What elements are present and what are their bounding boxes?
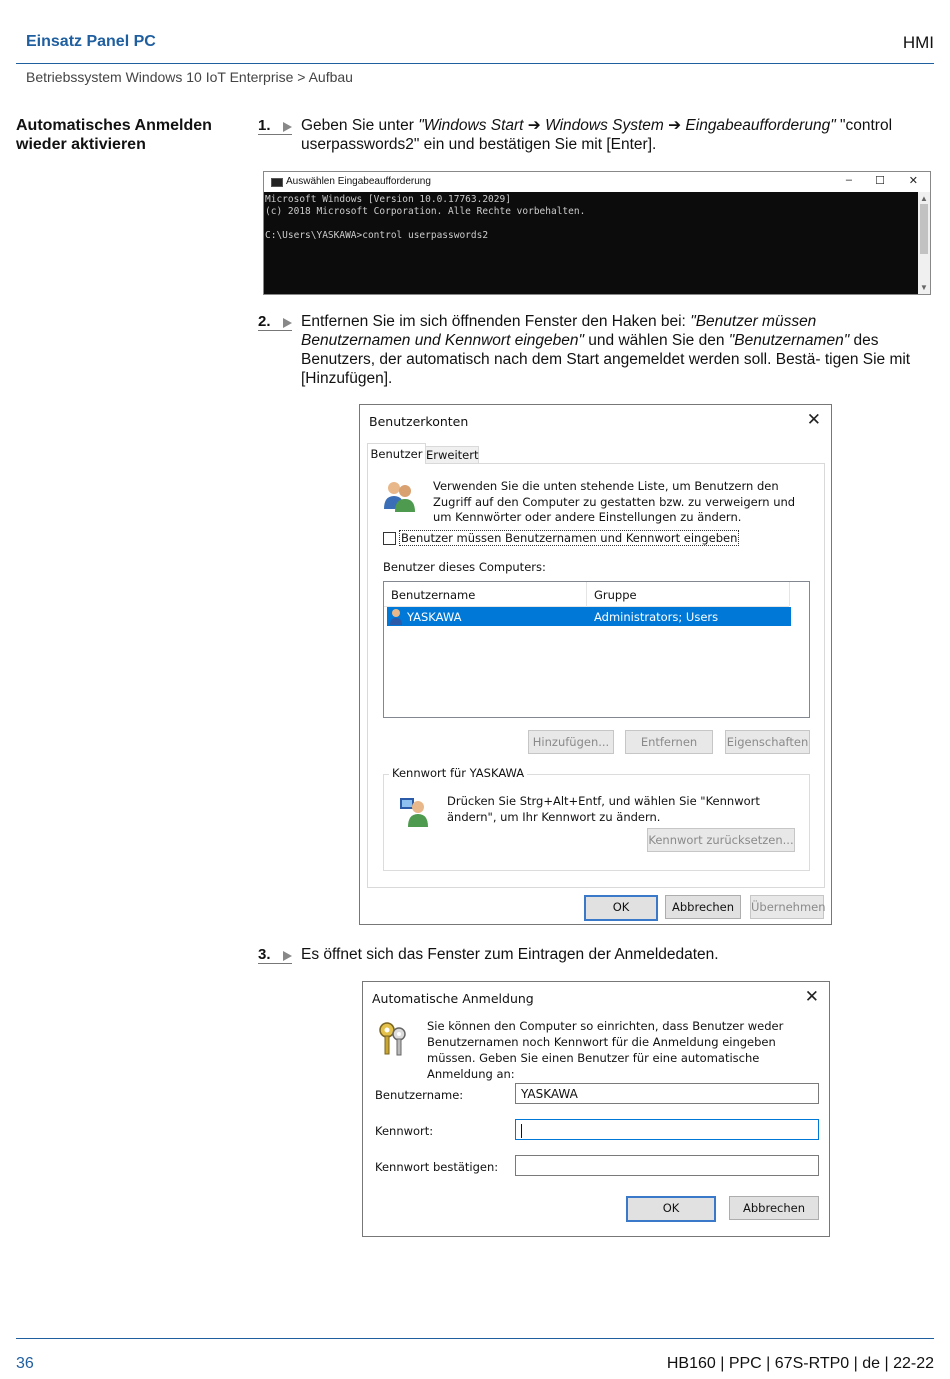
text-cursor: [521, 1124, 522, 1138]
confirm-password-field[interactable]: [515, 1155, 819, 1176]
console-output: Microsoft Windows [Version 10.0.17763.2029] (c) 2018 Microsoft Corporation. Alle Rechte vorbehalten. C:\Users\YASKAWA>control userpasswords2: [265, 194, 586, 241]
row-group: Administrators; Users: [594, 610, 719, 624]
username-field[interactable]: YASKAWA: [515, 1083, 819, 1104]
ok-button[interactable]: OK: [626, 1196, 716, 1222]
close-icon[interactable]: ✕: [908, 175, 918, 187]
step-3-number: 3.: [258, 946, 296, 964]
properties-button[interactable]: Eigenschaften: [725, 730, 810, 754]
scroll-thumb[interactable]: [920, 204, 928, 254]
close-icon[interactable]: ✕: [804, 987, 819, 1007]
header-divider: [16, 63, 934, 64]
dialog-title: Benutzerkonten: [369, 414, 469, 429]
col-benutzername[interactable]: Benutzername: [391, 588, 476, 602]
section-heading: Automatisches Anmelden wieder aktivieren: [16, 117, 212, 153]
step-1-text: Geben Sie unter "Windows Start ➔ Windows System ➔ Eingabeaufforderung" "control userpasswords2" ein und bestätigen Sie mit [Enter].: [301, 117, 893, 153]
section-label: HMI: [902, 33, 934, 52]
confirm-password-label: Kennwort bestätigen:: [375, 1160, 499, 1174]
footer-divider: [16, 1338, 934, 1339]
cmd-icon: [271, 178, 283, 187]
command-prompt-window: [263, 171, 931, 295]
require-password-label[interactable]: Benutzer müssen Benutzernamen und Kennwort eingeben: [401, 531, 738, 545]
step-2-number: 2.: [258, 313, 296, 331]
row-username: YASKAWA: [407, 610, 462, 624]
user-password-icon: [398, 794, 432, 828]
user-icon: [389, 608, 405, 625]
tab-erweitert[interactable]: Erweitert: [426, 448, 479, 462]
user-accounts-dialog: [359, 404, 832, 925]
cancel-button[interactable]: Abbrechen: [729, 1196, 819, 1220]
console-titlebar: [264, 172, 930, 192]
require-password-checkbox[interactable]: [383, 532, 396, 545]
doc-title: Einsatz Panel PC: [26, 33, 156, 50]
reset-password-button[interactable]: Kennwort zurücksetzen...: [647, 828, 795, 852]
tab-benutzer[interactable]: Benutzer: [367, 443, 426, 464]
password-group-label: Kennwort für YASKAWA: [389, 766, 527, 780]
close-icon[interactable]: ✕: [806, 410, 821, 430]
breadcrumb: Betriebssystem Windows 10 IoT Enterprise > Aufbau: [26, 69, 353, 85]
step-1-number: 1.: [258, 117, 296, 135]
dialog-title: Automatische Anmeldung: [372, 991, 534, 1006]
users-icon: [382, 479, 418, 513]
apply-button[interactable]: Übernehmen: [750, 895, 824, 919]
console-scrollbar[interactable]: [918, 192, 930, 294]
console-title: Auswählen Eingabeaufforderung: [286, 176, 431, 187]
table-row[interactable]: [387, 607, 791, 626]
add-button[interactable]: Hinzufügen...: [528, 730, 614, 754]
col-gruppe[interactable]: Gruppe: [594, 588, 637, 602]
scroll-down-icon[interactable]: ▼: [920, 283, 928, 292]
user-list-label: Benutzer dieses Computers:: [383, 560, 546, 574]
password-field[interactable]: [515, 1119, 819, 1140]
auto-logon-dialog: [362, 981, 830, 1237]
doc-reference: HB160 | PPC | 67S-RTP0 | de | 22-22: [666, 1355, 934, 1372]
password-hint: Drücken Sie Strg+Alt+Entf, und wählen Sie "Kennwort ändern", um Ihr Kennwort zu ändern.: [447, 794, 760, 824]
ok-button[interactable]: OK: [584, 895, 658, 921]
remove-button[interactable]: Entfernen: [625, 730, 713, 754]
page-number: 36: [16, 1355, 34, 1372]
step-3-text: Es öffnet sich das Fenster zum Eintragen der Anmeldedaten.: [301, 946, 719, 963]
keys-icon: [375, 1020, 411, 1058]
tab-panel: [367, 463, 825, 888]
scroll-up-icon[interactable]: ▲: [920, 194, 928, 203]
intro-text: Verwenden Sie die unten stehende Liste, um Benutzern den Zugriff auf den Computer zu gestatten bzw. zu verweigern und um Kennwörter oder andere Einstellungen zu ändern.: [433, 479, 796, 524]
password-label: Kennwort:: [375, 1124, 434, 1138]
cancel-button[interactable]: Abbrechen: [665, 895, 741, 919]
user-list[interactable]: [383, 581, 810, 718]
list-header: [384, 582, 789, 607]
minimize-icon[interactable]: –: [845, 174, 852, 186]
maximize-icon[interactable]: ☐: [875, 175, 885, 187]
username-label: Benutzername:: [375, 1088, 464, 1102]
intro-text: Sie können den Computer so einrichten, dass Benutzer weder Benutzernamen noch Kennwort für die Anmeldung eingeben müssen. Geben Sie einen Benutzer für eine automatische Anmeldung an:: [427, 1019, 784, 1081]
step-2-text: Entfernen Sie im sich öffnenden Fenster den Haken bei: "Benutzer müssen Benutzernamen und Kennwort eingeben" und wählen Sie den "Benutzernamen" des Benutzers, der automatisch nach dem Start angemeldet werden soll. Bestä- tigen Sie mit [Hinzufügen].: [301, 313, 911, 387]
